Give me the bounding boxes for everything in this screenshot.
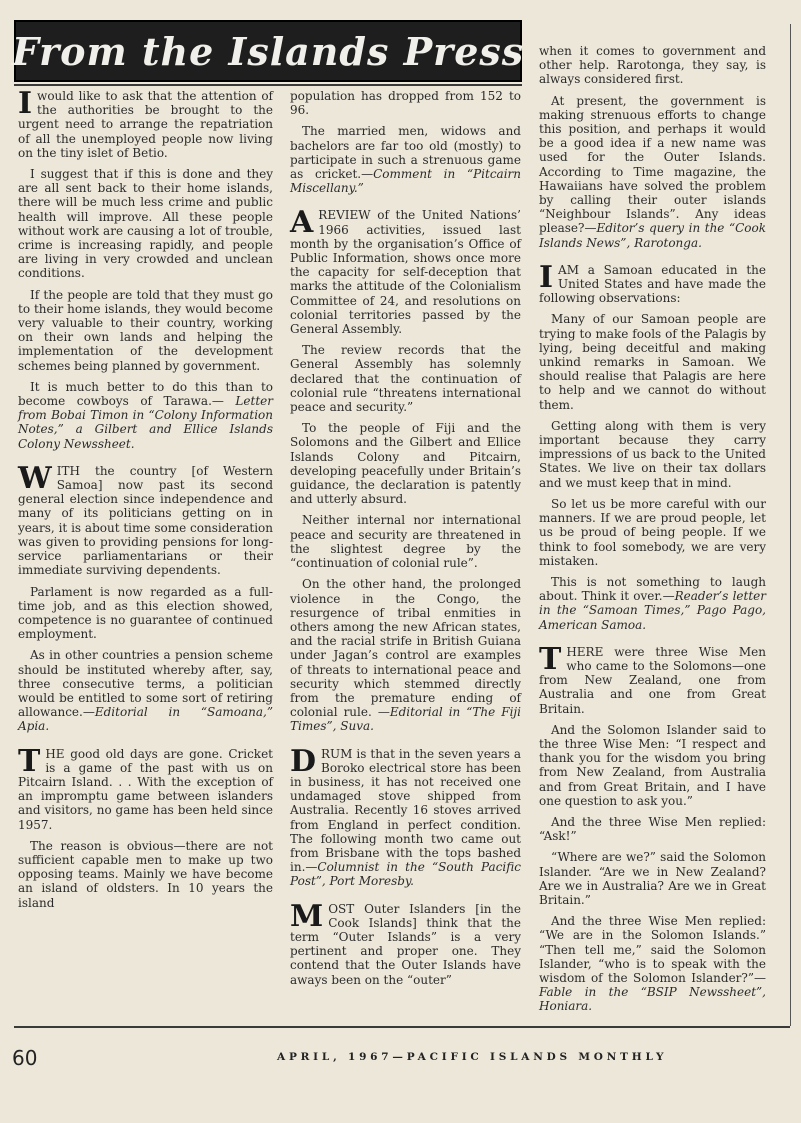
paragraph: “Where are we?” said the Solomon Islander. “Are we in New Zealand? Are we in Australia? Are we in Great Britain.” bbox=[539, 850, 766, 907]
article-cricket bbox=[18, 743, 273, 832]
source-credit: Editorial in “Samoana,” Apia. bbox=[18, 705, 273, 734]
article-un-review bbox=[290, 205, 521, 337]
article-text: REVIEW of the United Nations’ 1966 activities, issued last month by the organisation’s Office of Public Information, shows once more the capacity for self-deception that marks the attitude of the Colonialism Committee of 24, and resolutions on colonial territories passed by the General Assembly. bbox=[290, 208, 521, 337]
source-credit: Editor’s query in the “Cook Islands News”, Rarotonga. bbox=[539, 221, 766, 250]
article-text: HERE were three Wise Men who came to the Solomons—one from New Zealand, one from Australia and one from Great Britain. bbox=[539, 644, 766, 716]
article-pensions bbox=[18, 460, 273, 578]
paragraph bbox=[539, 914, 766, 1013]
paragraph: Getting along with them is very important because they carry impressions of us back to the United States. We live on their tax dollars and we must keep that in mind. bbox=[539, 418, 766, 490]
paragraph bbox=[18, 380, 273, 451]
paragraph bbox=[539, 575, 766, 632]
section-banner bbox=[11, 20, 525, 82]
paragraph: If the people are told that they must go to their home islands, they would become very valuable to their country, working on their own lands and helping the implementation of the development schemes being planned by government. bbox=[18, 287, 273, 373]
bottom-rule bbox=[14, 1026, 790, 1028]
article-samoan bbox=[539, 259, 766, 306]
paragraph bbox=[290, 124, 521, 195]
source-credit: Reader’s letter in the “Samoan Times,” Pago Pago, American Samoa. bbox=[539, 589, 766, 632]
paragraph-text: It is much better to do this than to become cowboys of Tarawa.— bbox=[18, 379, 273, 409]
article-outer-islands bbox=[290, 898, 521, 987]
column-3 bbox=[539, 44, 766, 1021]
paragraph-text: As in other countries a pension scheme should be instituted whereby after, say, three consecutive terms, a politician would be entitled to some sort of retiring allowance.— bbox=[18, 648, 273, 720]
paragraph: Neither internal nor international peace and security are threatened in the slightest degree by the “continuation of colonial rule”. bbox=[290, 513, 521, 571]
paragraph: I suggest that if this is done and they are all sent back to their home islands, there will be much less crime and public health will improve. All these people without work are causing a lot of trouble, crime is increasing rapidly, and people are living in very crowded and unclean conditions. bbox=[18, 167, 273, 281]
drop-cap: A bbox=[290, 205, 314, 241]
drop-cap: M bbox=[290, 898, 324, 934]
paragraph bbox=[539, 94, 766, 250]
article-repatriation bbox=[18, 86, 273, 160]
paragraph: population has dropped from 152 to 96. bbox=[290, 89, 521, 118]
source-credit: Columnist in the “South Pacific Post”, Port Moresby. bbox=[290, 860, 521, 889]
article-text: HE good old days are gone. Cricket is a game of the past with us on Pitcairn Island. . . With the exception of an impromptu game between islanders and visitors, no game has been held since 1957. bbox=[18, 746, 273, 832]
article-text: RUM is that in the seven years a Boroko electrical store has been in business, it has not received one undamaged stove shipped from Australia. Recently 16 stoves arrived from England in perfect condition. The following month two came out from Brisbane with the tops bashed in.— bbox=[290, 746, 521, 875]
paragraph: The reason is obvious—there are not sufficient capable men to make up two opposing teams. Mainly we have become an island of oldsters. In 10 years the island bbox=[18, 838, 273, 910]
paragraph: And the Solomon Islander said to the three Wise Men: “I respect and thank you for the wisdom you bring from New Zealand, from Australia and from Great Britain, and I have one question to ask you.” bbox=[539, 722, 766, 808]
column-1 bbox=[18, 86, 273, 917]
source-credit: Letter from Bobai Timon in “Colony Information Notes,” a Gilbert and Ellice Islands Colony Newssheet. bbox=[18, 394, 273, 451]
right-column-rule bbox=[790, 24, 791, 1026]
drop-cap: T bbox=[18, 743, 41, 779]
paragraph-text: At present, the government is making strenuous efforts to change this position, and perhaps it would be a good idea if a new name was used for the Outer Islands. According to Time magazine, the Hawaiians have solved the problem by calling their outer islands “Neighbour Islands”. Any ideas please?— bbox=[539, 93, 766, 236]
page-footer bbox=[0, 1046, 801, 1076]
article-text: AM a Samoan educated in the United States and have made the following observations: bbox=[539, 262, 766, 306]
paragraph: And the three Wise Men replied: “Ask!” bbox=[539, 814, 766, 844]
article-stoves bbox=[290, 743, 521, 889]
drop-cap: T bbox=[539, 641, 562, 677]
paragraph-text: The married men, widows and bachelors are far too old (mostly) to participate in such a strenuous game as cricket.— bbox=[290, 124, 521, 182]
drop-cap: I bbox=[539, 259, 554, 295]
paragraph bbox=[18, 648, 273, 733]
source-credit: Comment in “Pitcairn Miscellany.” bbox=[290, 167, 522, 196]
paragraph-text: This is not something to laugh about. Think it over.— bbox=[539, 574, 766, 604]
running-title: APRIL, 1967—PACIFIC ISLANDS MONTHLY bbox=[277, 1051, 668, 1063]
paragraph: To the people of Fiji and the Solomons and the Gilbert and Ellice Islands Colony and Pitcairn, developing peacefully under Britain’s guidance, the declaration is patently and utterly absurd. bbox=[290, 421, 521, 507]
paragraph: when it comes to government and other help. Rarotonga, they say, is always considered first. bbox=[539, 44, 766, 87]
article-text: ITH the country [of Western Samoa] now past its second general election since independence and many of its politicians getting on in years, it is about time some consideration was given to providing pensions for long-service parliamentarians or their immediate surviving dependents. bbox=[18, 463, 273, 578]
article-text: would like to ask that the attention of the authorities be brought to the urgent need to arrange the repatriation of all the unemployed people now living on the tiny islet of Betio. bbox=[18, 89, 273, 160]
paragraph bbox=[290, 577, 521, 733]
source-credit: —Editorial in “The Fiji Times”, Suva. bbox=[290, 705, 521, 734]
paragraph: The review records that the General Assembly has solemnly declared that the continuation of colonial rule “threatens international peace and security.” bbox=[290, 343, 521, 415]
column-2 bbox=[290, 89, 521, 994]
drop-cap: D bbox=[290, 743, 317, 779]
paragraph: Many of our Samoan people are trying to make fools of the Palagis by lying, being deceitful and making unkind remarks in Samoan. We should realise that Palagis are here to help and we cannot do without them. bbox=[539, 312, 766, 412]
drop-cap: W bbox=[18, 460, 52, 496]
article-text: OST Outer Islanders [in the Cook Islands] think that the term “Outer Islands” is a very pertinent and proper one. They contend that the Outer Islands have aways been on the “outer” bbox=[290, 901, 521, 987]
source-credit: Fable in the “BSIP Newssheet”, Honiara. bbox=[539, 985, 766, 1014]
paragraph-text: On the other hand, the prolonged violence in the Congo, the resurgence of tribal enmities in others among the new African states, and the racial strife in British Guiana under Jagan’s control are examples of threats to international peace and security which stemmed directly from the premature ending of colonial rule. bbox=[290, 577, 521, 720]
article-wise-men bbox=[539, 641, 766, 716]
section-title: From the Islands Press bbox=[11, 28, 525, 74]
drop-cap: I bbox=[18, 86, 33, 121]
paragraph-text: And the three Wise Men replied: “We are in the Solomon Islands.” “Then tell me,” said the Solomon Islander, “who is to speak with the wisdom of the Solomon Islander?”— bbox=[539, 914, 766, 985]
page-number: 60 bbox=[12, 1046, 38, 1070]
paragraph: So let us be more careful with our manners. If we are proud people, let us be proud of being people. If we think to fool somebody, we are very mistaken. bbox=[539, 496, 766, 568]
banner-rule bbox=[14, 84, 522, 86]
paragraph: Parlament is now regarded as a full-time job, and as this election showed, competence is no guarantee of continued employment. bbox=[18, 584, 273, 642]
